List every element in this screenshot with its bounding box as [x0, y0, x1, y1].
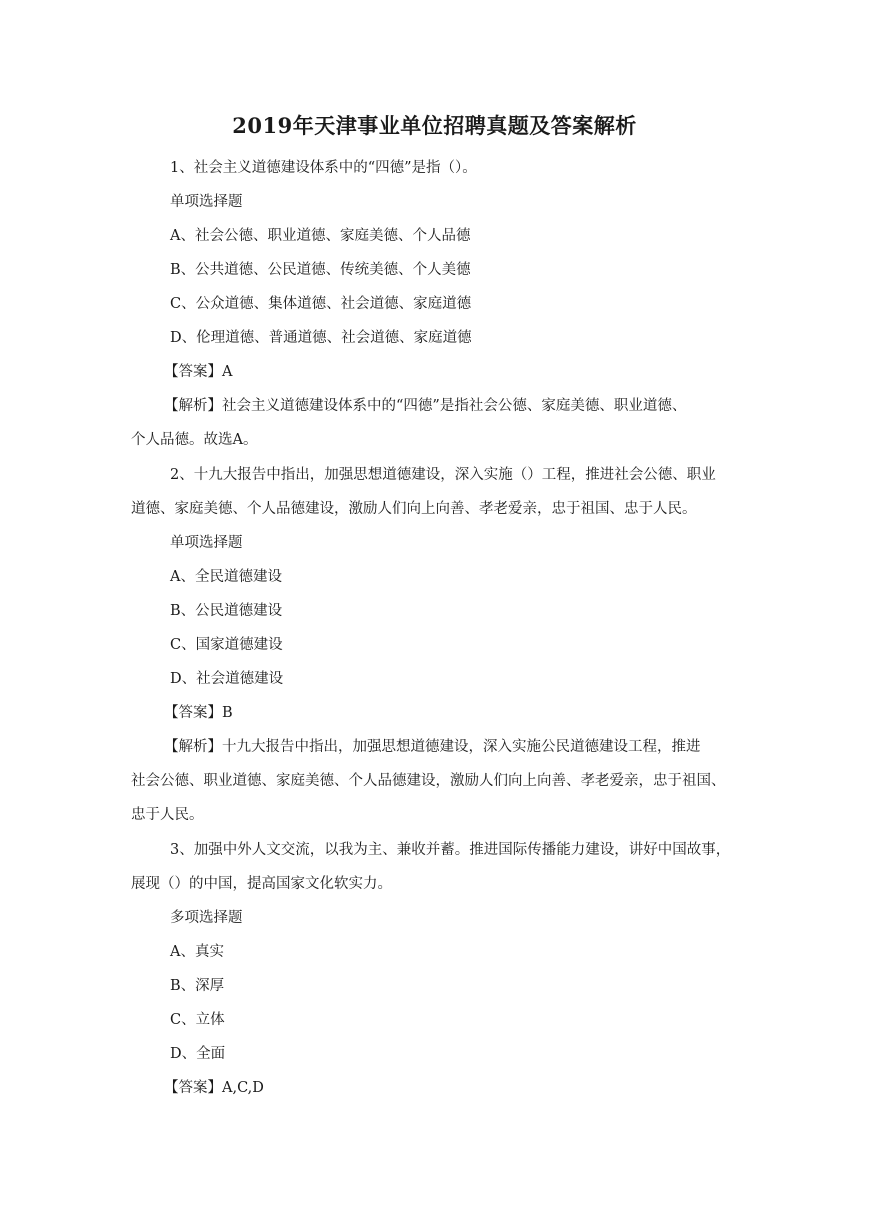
q3-stem-line1: 3、加强中外人文交流，以我为主、兼收并蓄。推进国际传播能力建设，讲好中国故事，	[170, 842, 731, 858]
q1-option-d: D、伦理道德、普通道德、社会道德、家庭道德	[170, 330, 472, 346]
q2-option-c: C、国家道德建设	[170, 637, 283, 653]
q2-analysis-line3: 忠于人民。	[131, 807, 204, 823]
q1-option-c: C、公众道德、集体道德、社会道德、家庭道德	[170, 296, 472, 312]
q2-answer: 【答案】B	[164, 705, 233, 721]
q2-option-b: B、公民道德建设	[170, 603, 283, 619]
q1-type: 单项选择题	[170, 194, 243, 210]
q3-option-a: A、真实	[170, 944, 224, 960]
q2-option-d: D、社会道德建设	[170, 671, 284, 687]
page-title: 2019年天津事业单位招聘真题及答案解析	[232, 113, 637, 138]
q2-stem-line1: 2、十九大报告中指出，加强思想道德建设，深入实施（）工程，推进社会公德、职业	[170, 467, 716, 483]
q1-option-a: A、社会公德、职业道德、家庭美德、个人品德	[170, 228, 471, 244]
q1-stem: 1、社会主义道德建设体系中的“四德”是指（）。	[170, 160, 477, 176]
q3-stem-line2: 展现（）的中国，提高国家文化软实力。	[131, 876, 392, 892]
q2-stem-line2: 道德、家庭美德、个人品德建设，激励人们向上向善、孝老爱亲，忠于祖国、忠于人民。	[131, 501, 697, 517]
q1-option-b: B、公共道德、公民道德、传统美德、个人美德	[170, 262, 471, 278]
q3-option-d: D、全面	[170, 1046, 226, 1062]
q3-option-b: B、深厚	[170, 978, 225, 994]
q1-analysis-line2: 个人品德。故选A。	[131, 432, 258, 448]
q2-type: 单项选择题	[170, 535, 243, 551]
q1-answer: 【答案】A	[164, 364, 233, 380]
q1-analysis-line1: 【解析】社会主义道德建设体系中的“四德”是指社会公德、家庭美德、职业道德、	[164, 398, 687, 414]
q3-option-c: C、立体	[170, 1012, 225, 1028]
q2-analysis-line2: 社会公德、职业道德、家庭美德、个人品德建设，激励人们向上向善、孝老爱亲，忠于祖国、	[131, 773, 726, 789]
q3-type: 多项选择题	[170, 910, 243, 926]
q2-analysis-line1: 【解析】十九大报告中指出，加强思想道德建设，深入实施公民道德建设工程，推进	[164, 739, 701, 755]
q3-answer: 【答案】A,C,D	[164, 1080, 264, 1096]
q2-option-a: A、全民道德建设	[170, 569, 282, 585]
